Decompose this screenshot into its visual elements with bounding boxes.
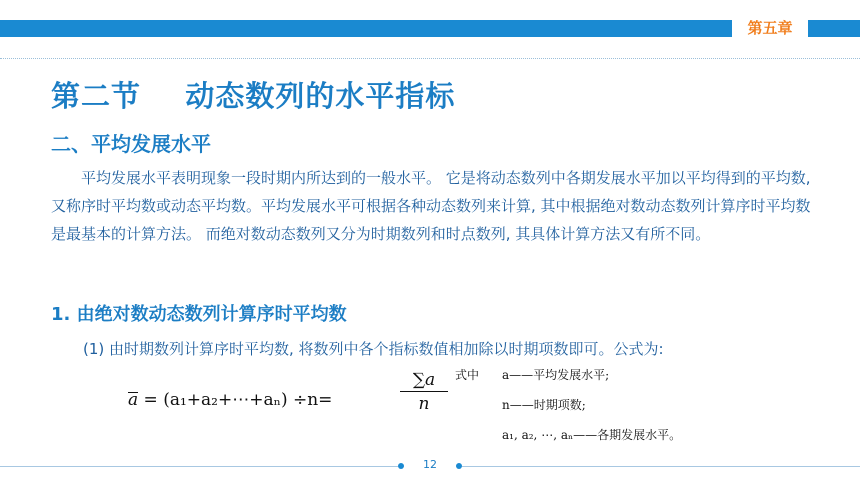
formula-intro: (1) 由时期数列计算序时平均数, 将数列中各个指标数值相加除以时期项数即可。公式为: [83,340,664,358]
section-title: 第二节 动态数列的水平指标 [51,79,456,113]
formula-a-bar: a [128,390,139,410]
formula-numerator: ∑a [400,370,448,392]
footer-line-right [462,466,860,467]
header-bar-left [0,20,732,37]
formula-denominator: n [418,394,430,414]
legend-row-1: a——平均发展水平; [502,368,610,382]
sub-title: 二、平均发展水平 [51,132,211,156]
formula-main [128,390,332,410]
formula-expression: = (a₁+a₂+⋯+aₙ) ÷n= [143,390,333,410]
chapter-label: 第五章 [747,19,793,37]
footer-line-left [0,466,398,467]
formula [128,362,468,432]
page-number: 12 [423,458,437,471]
footer-dot-left [398,463,404,469]
legend-row-2: n——时期项数; [502,398,586,412]
header-bar-right [808,20,860,37]
legend-row-3: a₁, a₂, ⋯, aₙ——各期发展水平。 [502,428,682,442]
subsection-heading: 1. 由绝对数动态数列计算序时平均数 [51,304,347,325]
formula-fraction [400,370,448,414]
body-paragraph: 平均发展水平表明现象一段时期内所达到的一般水平。 它是将动态数列中各期发展水平加以平均得到的平均数, 又称序时平均数或动态平均数。平均发展水平可根据各种动态数列来计算, 其中根据绝对数动态数列计算序时平均数是最基本的计算方法。 而绝对数动态数列又分为时期数列和时点数列, 其具体计算方法又有所不同。 [51,169,811,243]
header-divider [0,58,860,59]
legend-label: 式中 [455,368,480,382]
